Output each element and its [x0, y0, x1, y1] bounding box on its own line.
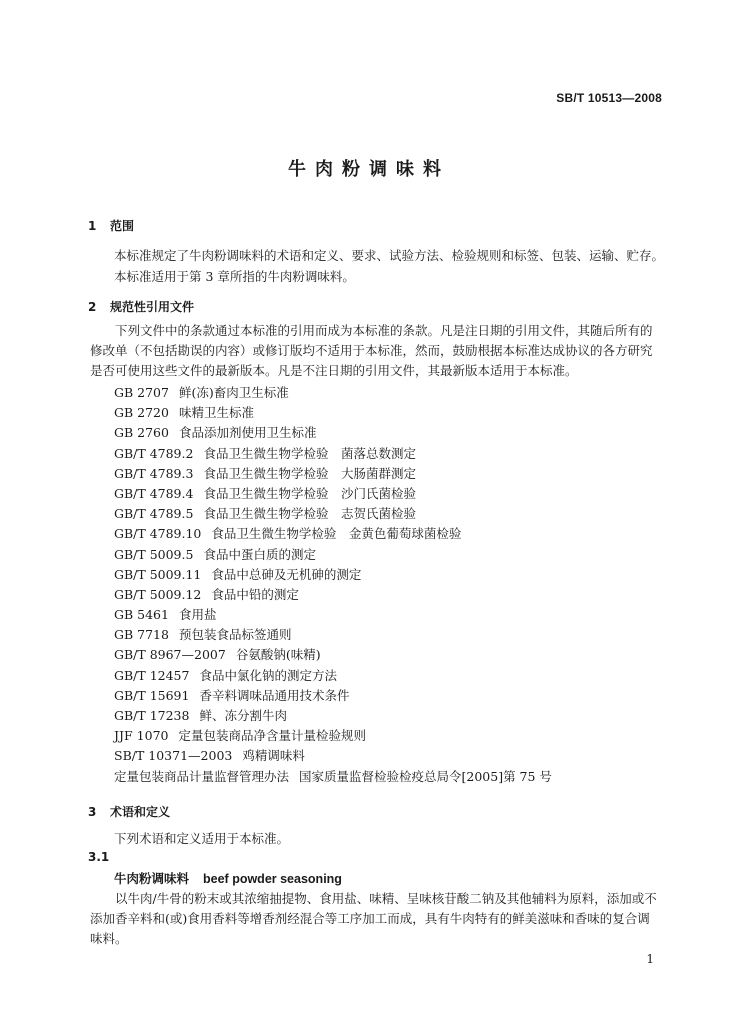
- subsection-3-1-number: 3.1: [88, 850, 110, 864]
- reference-title: 食品添加剂使用卫生标准: [178, 425, 317, 441]
- reference-item: [114, 706, 552, 726]
- reference-title: 食品中氯化钠的测定方法: [199, 667, 337, 683]
- reference-item: [114, 625, 552, 645]
- reference-code: 定量包装商品计量监督管理办法: [114, 768, 290, 784]
- section-title: 范围: [110, 219, 135, 233]
- section-1-paragraph-2: 本标准适用于第 3 章所指的牛肉粉调味料。: [114, 269, 355, 284]
- reference-code: GB/T 5009.12: [114, 586, 202, 602]
- reference-code: JJF 1070: [114, 728, 169, 744]
- reference-code: GB/T 4789.2: [114, 445, 194, 461]
- reference-item: [114, 605, 552, 625]
- reference-item: [114, 645, 552, 665]
- reference-title: 食品卫生微生物学检验 志贺氏菌检验: [203, 506, 416, 522]
- reference-item: [114, 746, 552, 766]
- reference-code: GB/T 4789.10: [114, 526, 202, 542]
- reference-item: [114, 444, 552, 464]
- reference-item: [114, 403, 552, 423]
- reference-item: [114, 767, 552, 787]
- reference-item: [114, 504, 552, 524]
- reference-code: GB/T 4789.3: [114, 465, 194, 481]
- section-number: 1: [88, 219, 97, 233]
- reference-title: 食品中铅的测定: [211, 586, 299, 602]
- section-1-heading: [88, 217, 134, 234]
- reference-item: [114, 666, 552, 686]
- term-english: beef powder seasoning: [203, 872, 342, 886]
- term-chinese: 牛肉粉调味料: [114, 871, 190, 886]
- reference-title: 食品中蛋白质的测定: [203, 546, 316, 562]
- reference-list: [114, 383, 552, 787]
- page-number: 1: [646, 952, 654, 966]
- term-heading: [114, 869, 342, 887]
- section-title: 术语和定义: [110, 805, 171, 819]
- section-1-paragraph-1: 本标准规定了牛肉粉调味料的术语和定义、要求、试验方法、检验规则和标签、包装、运输、贮存。: [114, 248, 665, 263]
- section-number: 3: [88, 805, 97, 819]
- reference-item: [114, 383, 552, 403]
- reference-code: GB/T 8967—2007: [114, 647, 226, 663]
- reference-code: GB/T 17238: [114, 708, 190, 723]
- reference-code: GB 5461: [114, 607, 169, 623]
- standard-code: SB/T 10513—2008: [556, 91, 662, 105]
- reference-title: 谷氨酸钠(味精): [235, 647, 321, 663]
- reference-item: [114, 484, 552, 504]
- reference-item: [114, 585, 552, 605]
- reference-title: 味精卫生标准: [178, 405, 254, 421]
- reference-title: 食品卫生微生物学检验 大肠菌群测定: [203, 465, 416, 481]
- reference-item: [114, 726, 552, 746]
- reference-title: 鸡精调味料: [242, 748, 305, 764]
- reference-title: 食品卫生微生物学检验 金黄色葡萄球菌检验: [211, 526, 462, 542]
- reference-title: 香辛料调味品通用技术条件: [199, 687, 350, 703]
- reference-title: 食品中总砷及无机砷的测定: [211, 566, 362, 582]
- section-2-heading: [88, 298, 194, 315]
- reference-item: [114, 524, 552, 544]
- term-definition: [90, 889, 662, 949]
- section-2-intro-text: 下列文件中的条款通过本标准的引用而成为本标准的条款。凡是注日期的引用文件，其随后所有的修改单（不包括勘误的内容）或修订版均不适用于本标准，然而，鼓励根据本标准达成协议的各方研究是否可使用这些文件的最新版本。凡是不注日期的引用文件，其最新版本适用于本标准。: [90, 323, 653, 378]
- reference-title: 鲜(冻)畜肉卫生标准: [178, 385, 289, 400]
- reference-title: 定量包装商品净含量计量检验规则: [178, 728, 366, 744]
- reference-item: [114, 464, 552, 484]
- section-number: 2: [88, 300, 97, 314]
- reference-title: 食品卫生微生物学检验 沙门氏菌检验: [203, 485, 416, 501]
- reference-code: GB 2707: [114, 385, 169, 400]
- reference-code: GB/T 12457: [114, 667, 190, 683]
- term-definition-text: 以牛肉/牛骨的粉末或其浓缩抽提物、食用盐、味精、呈味核苷酸二钠及其他辅料为原料，添加或不添加香辛料和(或)食用香料等增香剂经混合等工序加工而成，具有牛肉特有的鲜美滋味和香味的复合调味料。: [90, 891, 657, 946]
- reference-code: GB 7718: [114, 627, 169, 643]
- reference-code: GB 2760: [114, 425, 169, 441]
- section-3-intro: 下列术语和定义适用于本标准。: [114, 831, 290, 846]
- reference-title: 食用盐: [178, 607, 217, 623]
- reference-code: GB/T 4789.4: [114, 485, 194, 501]
- reference-code: SB/T 10371—2003: [114, 748, 233, 764]
- reference-code: GB 2720: [114, 405, 169, 421]
- reference-item: [114, 545, 552, 565]
- reference-code: GB/T 5009.5: [114, 546, 194, 562]
- reference-title: 国家质量监督检验检疫总局令[2005]第 75 号: [299, 768, 552, 784]
- document-title: 牛肉粉调味料: [288, 159, 450, 180]
- reference-title: 食品卫生微生物学检验 菌落总数测定: [203, 445, 416, 461]
- reference-title: 鲜、冻分割牛肉: [199, 708, 287, 723]
- reference-code: GB/T 4789.5: [114, 506, 194, 522]
- reference-code: GB/T 5009.11: [114, 566, 202, 582]
- reference-item: [114, 565, 552, 585]
- reference-code: GB/T 15691: [114, 687, 190, 703]
- reference-title: 预包装食品标签通则: [178, 627, 292, 643]
- section-2-intro: [90, 321, 662, 381]
- reference-item: [114, 423, 552, 443]
- section-title: 规范性引用文件: [110, 300, 195, 314]
- reference-item: [114, 686, 552, 706]
- section-3-heading: [88, 803, 170, 820]
